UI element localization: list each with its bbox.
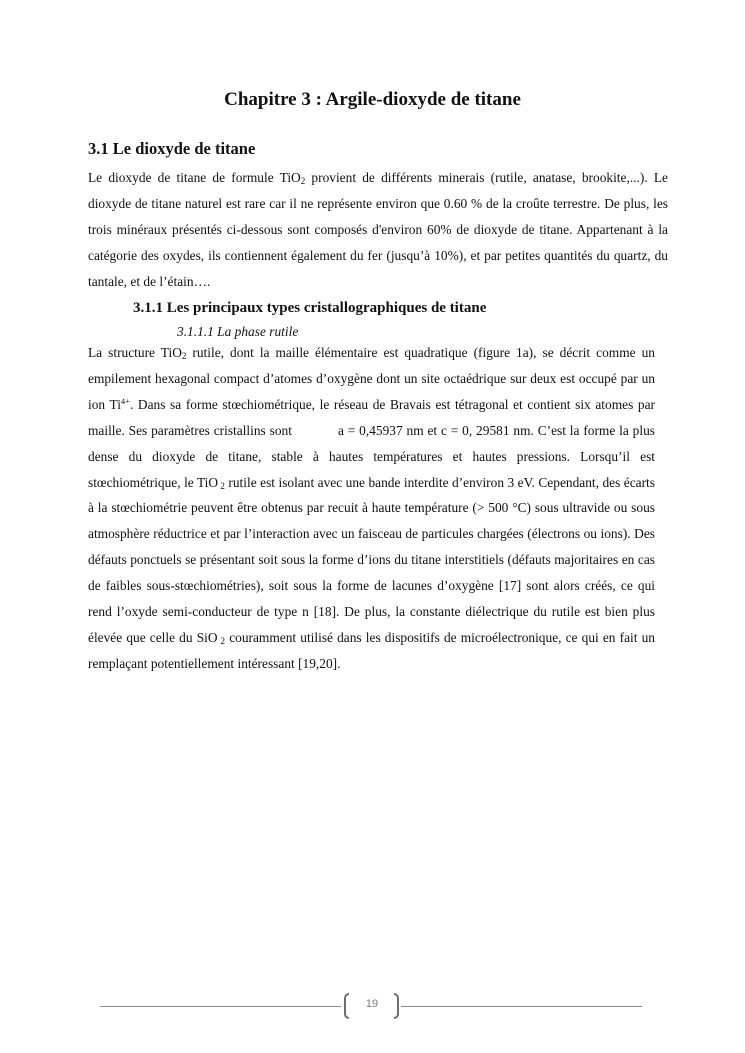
text-run: rutile est isolant avec une bande interdite d’environ 3 eV. Cependant, des écarts à la stœchiométrie peuvent être obtenus par recuit à haute température (> 500 °C) sous ultravide ou sous atmosphère réductrice et par l’interaction avec un faisceau de particules chargées (électrons ou ions). Des défauts ponctuels se présentant soit sous la forme d’ions du titane interstitiels (défauts majoritaires en cas de faibles sous-stœchiométries), soit sous la forme de lacunes d’oxygène [17] sont alors créés, ce qui rend l’oxyde semi-conducteur de type n [18]. De plus, la constante diélectrique du rutile est bien plus élevée que celle du SiO (88, 474, 655, 645)
text-run: couramment utilisé dans les dispositifs de microélectronique, ce qui en fait un remplaçant potentiellement intéressant [19,20]. (88, 629, 655, 671)
section-heading-3-1-1-1: 3.1.1.1 La phase rutile (177, 324, 299, 339)
footer-bracket-left (344, 993, 349, 1019)
footer-rule-left (100, 1006, 341, 1007)
subscript: 2 (181, 351, 187, 361)
subscript: 2 (300, 176, 306, 186)
text-run: provient de différents minerais (rutile, anatase, brookite,...). Le dioxyde de titane naturel est rare car il ne représente environ que 0.60 % de la croûte terrestre. De plus, les trois minéraux présentés ci-dessous sont composés d'environ 60% de dioxyde de titane. Appartenant à la catégorie des oxydes, ils contiennent également du fer (jusqu’à 10%), et par petites quantités du quartz, du tantale, et de l’étain…. (88, 170, 668, 289)
subscript: 2 (218, 480, 225, 491)
footer-rule-right (401, 1006, 642, 1007)
subscript: 2 (217, 635, 226, 646)
text-run: . Dans sa forme stœchiométrique, le réseau de Bravais est tétragonal et contient six atomes par maille. Ses paramètres cristallins sont (88, 396, 655, 438)
section-heading-3-1-1: 3.1.1 Les principaux types cristallographiques de titane (133, 300, 487, 316)
chapter-title: Chapitre 3 : Argile-dioxyde de titane (224, 89, 521, 110)
text-run: a = 0,45937 nm et c = 0, 29581 nm. C’est la forme la plus dense du dioxyde de titane, stable à hautes températures et hautes pressions. Lorsqu’il est stœchiométrique, le TiO (88, 422, 655, 490)
footer-bracket-right (394, 993, 399, 1019)
text-run: Le dioxyde de titane de formule TiO (88, 170, 301, 185)
text-run: rutile, dont la maille élémentaire est quadratique (figure 1a), se décrit comme un empilement hexagonal compact d’atomes d’oxygène dont un site octaédrique sur deux est occupé par un ion Ti (88, 345, 655, 412)
paragraph-rutile (88, 340, 655, 677)
text-run: La structure TiO (88, 345, 182, 360)
section-heading-3-1: 3.1 Le dioxyde de titane (88, 139, 256, 158)
paragraph-dioxyde-intro (88, 165, 668, 295)
page-number: 19 (365, 998, 379, 1010)
superscript: 4+ (120, 395, 130, 406)
